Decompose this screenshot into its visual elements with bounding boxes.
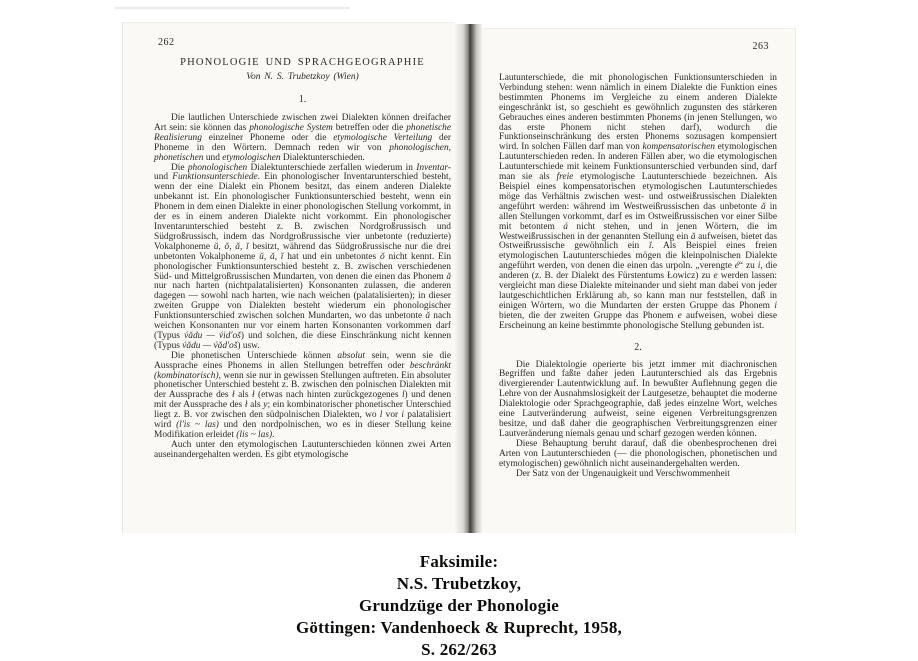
caption-line-pages: S. 262/263 [421,640,497,659]
section-2-heading: 2. [634,341,642,353]
caption [0,551,918,661]
page-262 [122,22,455,533]
article-title: PHONOLOGIE UND SPRACHGEOGRAPHIE [180,57,425,68]
caption-line-label: Faksimile: [419,552,499,571]
page-262-body [154,114,451,461]
caption-line-publisher: Göttingen: Vandenhoeck & Ruprecht, 1958, [296,618,622,637]
page-number: 262 [158,37,175,48]
page-number: 263 [752,41,769,52]
scan-artifact-line [115,7,350,9]
page-263-body [499,74,777,479]
section-1-heading: 1. [298,94,307,105]
caption-line-author: N.S. Trubetzkoy, [396,574,522,593]
paragraph: Lautunterschiede, die mit phonologischen Funktionsunterschieden in Verbindung stehen: wenn nämlich in einem Dialekte die Funktion eines bestimmten Phonems im Vergleiche zu einem anderen Dialekte eingeschränkt ist, so geschieht es gewöhnlich zugunsten des stärkeren Gebrauches eines anderen bestimmten Phonems (in jenen Stellungen, wo das erste Phonem nicht stehen darf), wodurch die Funktionseinschränkung des ersten Phonems sozusagen kompensiert wird. In solchen Fällen darf man von kompensatorischen etymologischen Lautunterschieden reden. In anderen Fällen aber, wo die etymologischen Lautunterschiede mit keinem Funktionsunterschied verbunden sind, darf man sie als freie etymologische Lautunterschiede bezeichnen. Als Beispiel eines kompensatorischen etymologischen Lautunterschiedes möge das Verhältnis zwischen west- und ostweißrussischen Dialekten angeführt werden: während im Westweißrussischen das unbetonte ă in allen Stellungen vorkommt, darf es im Ostweißrussischen vor einer Silbe mit betontem á nicht stehen, und in jenen Wörtern, die im Westweißrussischen in der genannten Stellung ein ă aufweisen, bietet das Ostweißrussische gewöhnlich ein ĭ. Als Beispiel eines freien etymologischen Lautunterschiedes mögen die kleinpolnischen Dialekte angeführt werden, von denen die einen das urpoln. „verengte é“ zu i, die anderen (z. B. der Dialekt des Fürstentums Łowicz) zu e werden lassen: vergleicht man diese Dialekte miteinander und sieht man dabei von jeder lautgeschichtlichen Erklärung ab, so kann man nur feststellen, daß in einigen Wörtern, wo die Mundarten der ersten Gruppe das Phonem i bieten, die der zweiten Gruppe das Phonem e aufweisen, wobei diese Erscheinung an keine bestimmte phonologische Stellung gebunden ist. [499,73,777,331]
paragraph: Auch unter den etymologischen Lautunterschieden können zwei Arten auseinandergehalten werden. Es gibt etymologische [154,439,451,460]
paragraph: Diese Behauptung beruht darauf, daß die obenbesprochenen drei Arten von Lautunterschieden (— die phonologischen, phonetischen und etymologischen) gewöhnlich nicht auseinandergehalten werden. [499,438,777,469]
paragraph: Die phonologischen Dialektunterschiede zerfallen wiederum in Inventar- und Funktionsunterschiede. Ein phonologischer Inventarunterschied besteht, wenn der eine Dialekt ein Phonem besitzt, das einem anderen Dialekte unbekannt ist. Ein phonologischer Funktionsunterschied besteht, wenn ein Phonem in dem einen Dialekte in einer phonologischen Stellung vorkommt, in der es in einem anderen Dialekte nicht vorkommt. Ein phonologischer Inventarunterschied besteht z. B. zwischen Nordgroßrussisch und Südgroßrussisch, indem das Nordgroßrussische vier unbetonte (reduzierte) Vokalphoneme ŭ, ŏ, ă, ĭ besitzt, während das Südgroßrussische nur die drei unbetonten Vokalphoneme ŭ, ă, ĭ hat und ein unbetontes ŏ nicht kennt. Ein phonologischer Funktionsunterschied besteht z. B. zwischen verschiedenen Süd- und Mittelgroßrussischen Mundarten, von denen die einen das Phonem ă nur nach harten (nichtpalatalisierten) Konsonanten zulassen, die anderen dagegen — sowohl nach harten, wie nach weichen (palatalisierten); in dieser zweiten Gruppe von Dialekten besteht wiederum ein phonologischer Funktionsunterschied zwischen solchen Mundarten, wo das unbetonte ă nach weichen Konsonanten nur vor einem harten Konsonanten vorkommen darf (Typus v́ădu — v́id'oš) und solchen, die diese Einschränkung nicht kennen (Typus v́ădu — v́ăd'oš) usw. [154,162,452,351]
article-byline: Von N. S. Trubetzkoy (Wien) [246,72,359,82]
paragraph: Die lautlichen Unterschiede zwischen zwei Dialekten können dreifacher Art sein: sie können das phonologische System betreffen oder die phonetische Realisierung einzelner Phoneme oder die etymologische Verteilung der Phoneme in den Wörtern. Demnach reden wir von phonologischen, phonetischen und etymologischen Dialektunterschieden. [154,113,451,163]
book-scan [122,22,796,533]
paragraph: Die phonetischen Unterschiede können absolut sein, wenn sie die Aussprache eines Phonems in allen Stellungen betreffen oder beschränkt (kombinatorisch), wenn sie nur in gewissen Stellungen auftreten. Ein absoluter phonetischer Unterschied besteht z. B. zwischen den polnischen Dialekten mit der Aussprache des ł als ł (etwas nach hinten zurückgezogenes l) und denen mit der Aussprache des ł als y; ein kombinatorischer phonetischer Unterschied liegt z. B. vor zwischen den südpolnischen Dialekten, wo l vor i palatalisiert wird (l'is ~ las) und den nordpolnischen, wo es in dieser Stellung keine Modifikation erleidet (lis ~ las). [154,350,452,440]
binding-gutter [455,24,482,533]
caption-line-work: Grundzüge der Phonologie [358,596,559,615]
paragraph: Die Dialektologie operierte bis jetzt immer mit diachronischen Begriffen und faßte daher jeden Lautunterschied als das Ergebnis divergierender Lautentwicklung auf. In bewußter Auflehnung gegen die Lehre von der Ausnahmslosigkeit der Lautgesetze, behauptet die moderne Dialektologie oder Sprachgeographie, daß jedes einzelne Wort, welches eine Lautveränderung aufweist, seine eigenen Verbreitungsgrenzen besitze, und daß daher die geographischen Verbreitungsgrenzen einer Lautveränderung niemals genau und scharf gezogen werden können. [499,359,777,439]
paragraph: Der Satz von der Ungenauigkeit und Verschwommenheit [516,468,730,479]
page-263 [482,28,796,533]
